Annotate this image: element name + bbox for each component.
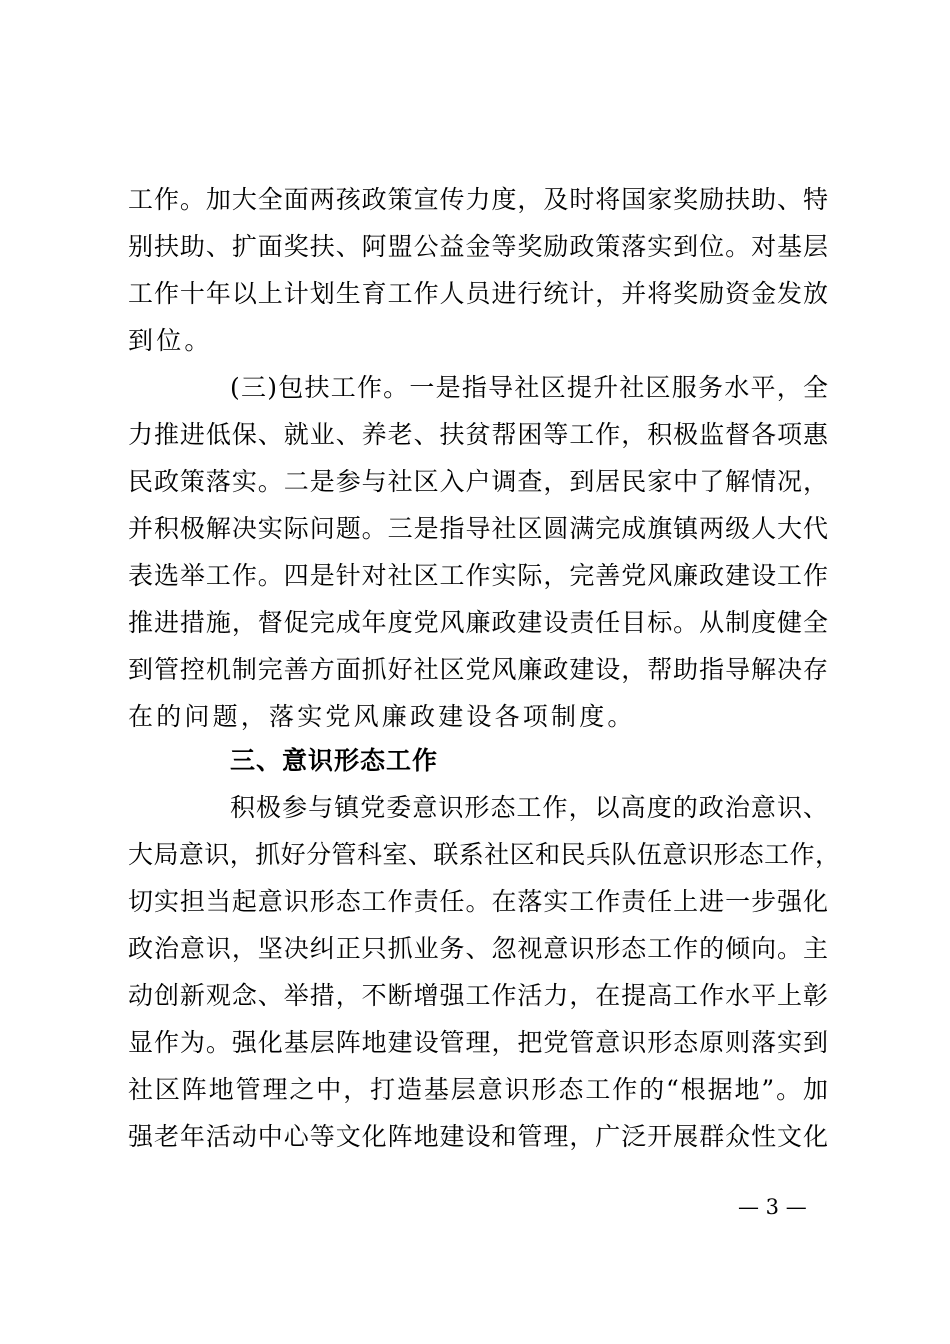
- paragraph2-line-3: 民政策落实。二是参与社区入户调查，到居民家中了解情况，: [128, 467, 828, 496]
- paragraph3-line-4: 政治意识，坚决纠正只抓业务、忽视意识形态工作的倾向。主: [128, 934, 828, 963]
- paragraph3-line-8: 强老年活动中心等文化阵地建设和管理，广泛开展群众性文化: [128, 1122, 828, 1151]
- paragraph2-line-2: 力推进低保、就业、养老、扶贫帮困等工作，积极监督各项惠: [128, 420, 828, 449]
- paragraph2-line-7: 到管控机制完善方面抓好社区党风廉政建设，帮助指导解决存: [128, 655, 828, 684]
- paragraph3-line-3: 切实担当起意识形态工作责任。在落实工作责任上进一步强化: [128, 887, 828, 916]
- section-heading: 三、意识形态工作: [230, 746, 439, 775]
- paragraph2-line-1: (三)包扶工作。一是指导社区提升社区服务水平，全: [230, 373, 828, 402]
- paragraph1-line-3: 工作十年以上计划生育工作人员进行统计，并将奖励资金发放: [128, 279, 828, 308]
- paragraph3-line-7: 社区阵地管理之中，打造基层意识形态工作的“根据地”。加: [128, 1075, 828, 1104]
- paragraph2-line-4: 并积极解决实际问题。三是指导社区圆满完成旗镇两级人大代: [128, 514, 828, 543]
- paragraph3-line-5: 动创新观念、举措，不断增强工作活力，在提高工作水平上彰: [128, 981, 828, 1010]
- paragraph2-line-5: 表选举工作。四是针对社区工作实际，完善党风廉政建设工作: [128, 561, 828, 590]
- paragraph1-line-4: 到位。: [128, 326, 213, 355]
- paragraph1-line-2: 别扶助、扩面奖扶、阿盟公益金等奖励政策落实到位。对基层: [128, 232, 828, 261]
- page-number: — 3 —: [738, 1195, 807, 1219]
- paragraph2-line-6: 推进措施，督促完成年度党风廉政建设责任目标。从制度健全: [128, 608, 828, 637]
- paragraph3-line-6: 显作为。强化基层阵地建设管理，把党管意识形态原则落实到: [128, 1028, 828, 1057]
- paragraph2-line-8: 在的问题，落实党风廉政建设各项制度。: [128, 702, 636, 731]
- paragraph3-line-2: 大局意识，抓好分管科室、联系社区和民兵队伍意识形态工作，: [128, 840, 840, 869]
- paragraph1-line-1: 工作。加大全面两孩政策宣传力度，及时将国家奖励扶助、特: [128, 185, 828, 214]
- paragraph3-line-1: 积极参与镇党委意识形态工作，以高度的政治意识、: [230, 793, 828, 822]
